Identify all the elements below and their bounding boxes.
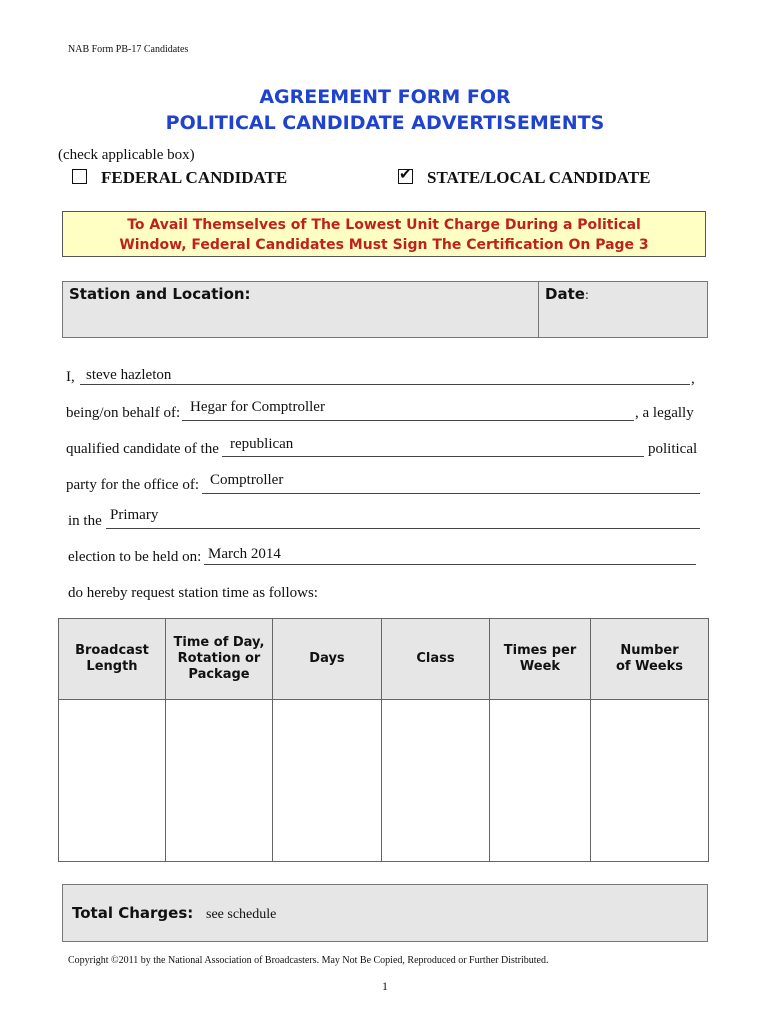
lowest-unit-charge-notice: [62, 211, 706, 257]
class-cell[interactable]: [382, 700, 490, 862]
number-of-weeks-cell[interactable]: [591, 700, 709, 862]
election-type-value: Primary: [110, 507, 159, 523]
total-charges-box: [62, 884, 708, 942]
header-class: [382, 619, 490, 700]
federal-candidate-label: FEDERAL CANDIDATE: [101, 168, 288, 187]
behalf-of-field[interactable]: [182, 399, 634, 421]
schedule-table: [58, 618, 709, 862]
station-location-label: Station and Location:: [69, 285, 251, 303]
statement-behalf-prefix: being/on behalf of:: [66, 405, 181, 421]
schedule-header-row: [59, 619, 709, 700]
form-title-line-2: POLITICAL CANDIDATE ADVERTISEMENTS: [165, 112, 605, 134]
header-text: Rotation or: [177, 651, 261, 666]
notice-line-2: Window, Federal Candidates Must Sign The Certification On Page 3: [119, 237, 649, 253]
statement-request: do hereby request station time as follows:: [68, 585, 318, 601]
form-identifier: NAB Form PB-17 Candidates: [68, 44, 189, 55]
time-of-day-cell[interactable]: [166, 700, 273, 862]
header-text: Time of Day,: [173, 635, 265, 650]
statement-office-prefix: party for the office of:: [66, 477, 200, 493]
federal-candidate-option[interactable]: [72, 168, 287, 188]
header-text: Number: [620, 643, 679, 658]
party-field[interactable]: [222, 436, 644, 457]
date-label-colon: :: [584, 288, 589, 302]
party-value: republican: [230, 436, 294, 452]
state-local-candidate-checkbox[interactable]: [398, 165, 413, 184]
statement-date-prefix: election to be held on:: [68, 549, 202, 565]
statement-party-prefix: qualified candidate of the: [66, 441, 219, 457]
election-date-field[interactable]: [204, 547, 696, 565]
header-text: Class: [416, 651, 455, 666]
header-number-of-weeks: [591, 619, 709, 700]
header-text: Package: [188, 667, 250, 682]
schedule-entry-row: [59, 700, 709, 862]
header-broadcast-length: [59, 619, 166, 700]
station-date-divider: [538, 282, 539, 337]
candidate-name-value: steve hazleton: [86, 367, 172, 383]
days-cell[interactable]: [273, 700, 382, 862]
election-date-value: March 2014: [208, 546, 281, 562]
header-time-of-day: [166, 619, 273, 700]
times-per-week-cell[interactable]: [490, 700, 591, 862]
behalf-of-value: Hegar for Comptroller: [190, 399, 325, 415]
election-type-field[interactable]: [106, 507, 700, 529]
checkbox-instruction: (check applicable box): [58, 147, 195, 163]
page-number: 1: [382, 979, 388, 993]
statement-i-suffix: ,: [691, 371, 695, 387]
statement-party-suffix: political: [648, 441, 698, 457]
header-text: Days: [309, 651, 345, 666]
header-text: Length: [86, 659, 138, 674]
total-charges-label: Total Charges:: [72, 904, 194, 922]
statement-behalf-suffix: , a legally: [635, 405, 694, 421]
federal-candidate-checkbox[interactable]: [72, 169, 87, 184]
state-local-candidate-option[interactable]: [398, 165, 651, 188]
notice-line-1: To Avail Themselves of The Lowest Unit Charge During a Political: [127, 217, 641, 233]
statement-i-prefix: I,: [66, 369, 75, 385]
date-label-text: Date: [545, 285, 585, 303]
candidate-name-field[interactable]: [80, 367, 690, 385]
copyright-notice: Copyright ©2011 by the National Association of Broadcasters. May Not Be Copied, Reproduced or Further Distributed.: [68, 955, 549, 966]
header-text: Week: [519, 659, 561, 674]
broadcast-length-cell[interactable]: [59, 700, 166, 862]
statement-election-prefix: in the: [68, 513, 102, 529]
form-title-line-1: AGREEMENT FORM FOR: [259, 86, 511, 108]
header-times-per-week: [490, 619, 591, 700]
header-text: Broadcast: [75, 643, 149, 658]
station-date-box: [62, 281, 708, 338]
office-value: Comptroller: [210, 472, 284, 488]
check-mark-icon: ✔: [399, 165, 412, 183]
office-field[interactable]: [202, 472, 700, 494]
header-text: Times per: [503, 643, 577, 658]
state-local-candidate-label: STATE/LOCAL CANDIDATE: [427, 168, 651, 187]
total-charges-value[interactable]: see schedule: [206, 907, 277, 922]
header-text: of Weeks: [615, 659, 683, 674]
date-label: [545, 285, 589, 303]
header-days: [273, 619, 382, 700]
